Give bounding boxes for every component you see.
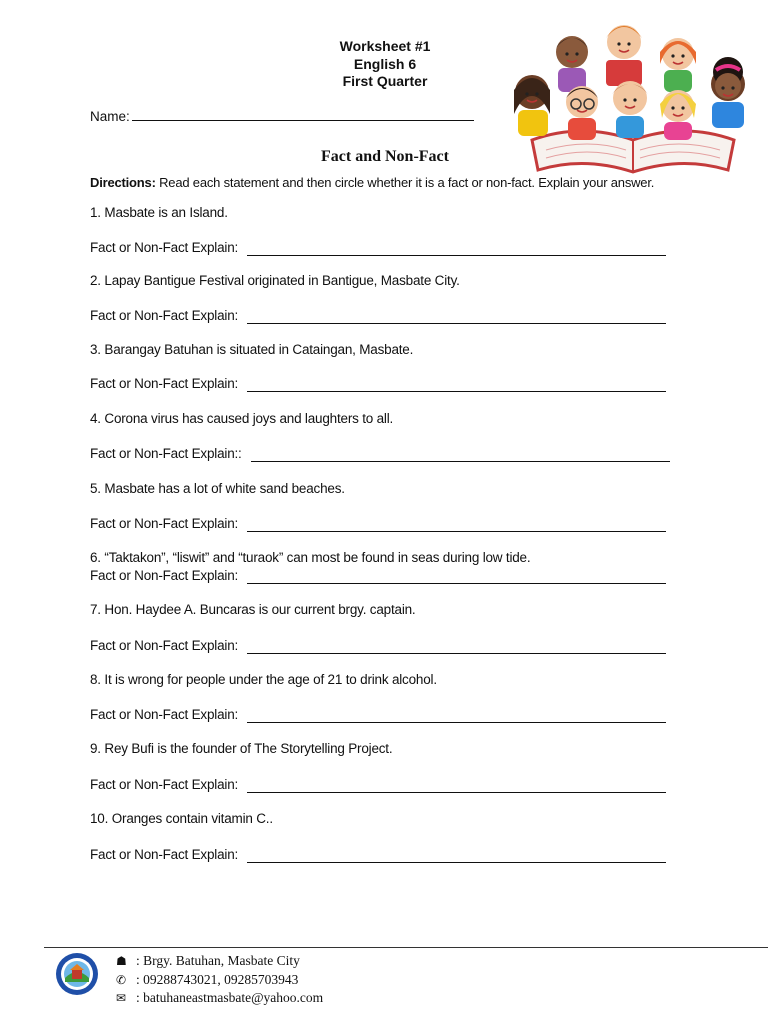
- answer-row-8[interactable]: [90, 707, 238, 722]
- answer-row-7[interactable]: [90, 638, 238, 653]
- directions: [90, 175, 654, 190]
- answer-prompt: Fact or Non-Fact Explain:: [90, 777, 239, 792]
- answer-row-4[interactable]: [90, 446, 242, 461]
- explain-blank-line[interactable]: [247, 653, 666, 654]
- answer-row-6[interactable]: [90, 568, 238, 583]
- answer-prompt: Fact or Non-Fact Explain:: [90, 707, 239, 722]
- phone-row: [116, 971, 323, 990]
- mail-icon: ✉: [116, 991, 127, 1005]
- answer-row-2[interactable]: [90, 308, 238, 323]
- question-3: 3. Barangay Batuhan is situated in Cataingan, Masbate.: [90, 342, 414, 357]
- question-4: 4. Corona virus has caused joys and laughters to all.: [90, 411, 394, 426]
- answer-row-9[interactable]: [90, 777, 238, 792]
- answer-prompt: Fact or Non-Fact Explain:: [90, 638, 239, 653]
- school-seal-logo: [55, 952, 99, 996]
- answer-row-5[interactable]: [90, 516, 238, 531]
- worksheet-header: [300, 38, 470, 91]
- question-9: 9. Rey Bufi is the founder of The Storytelling Project.: [90, 741, 393, 756]
- answer-prompt: Fact or Non-Fact Explain:: [90, 308, 239, 323]
- explain-blank-line[interactable]: [247, 255, 666, 256]
- explain-blank-line[interactable]: [251, 461, 670, 462]
- explain-blank-line[interactable]: [247, 792, 666, 793]
- directions-text: Read each statement and then circle whether it is a fact or non-fact. Explain your answer.: [155, 175, 655, 190]
- worksheet-title: Fact and Non-Fact: [321, 148, 449, 165]
- phone-icon: ✆: [116, 972, 127, 987]
- answer-row-10[interactable]: [90, 847, 238, 862]
- explain-blank-line[interactable]: [247, 722, 666, 723]
- question-1: 1. Masbate is an Island.: [90, 205, 228, 220]
- question-2: 2. Lapay Bantigue Festival originated in Bantigue, Masbate City.: [90, 273, 460, 288]
- answer-row-1[interactable]: [90, 240, 238, 255]
- email-text[interactable]: : batuhaneastmasbate@yahoo.com: [136, 990, 324, 1005]
- worksheet-number: Worksheet #1: [339, 38, 431, 54]
- question-8: 8. It is wrong for people under the age of 21 to drink alcohol.: [90, 672, 437, 687]
- answer-prompt: Fact or Non-Fact Explain:: [90, 240, 239, 255]
- answer-row-3[interactable]: [90, 376, 238, 391]
- answer-prompt: Fact or Non-Fact Explain:: [90, 568, 239, 583]
- children-reading-illustration: [502, 10, 764, 178]
- name-field[interactable]: [90, 108, 474, 124]
- address-text: : Brgy. Batuhan, Masbate City: [136, 953, 300, 968]
- footer-divider: [44, 947, 768, 948]
- explain-blank-line[interactable]: [247, 531, 666, 532]
- explain-blank-line[interactable]: [247, 391, 666, 392]
- question-5: 5. Masbate has a lot of white sand beaches.: [90, 481, 345, 496]
- explain-blank-line[interactable]: [247, 583, 666, 584]
- subject: English 6: [353, 55, 417, 72]
- name-blank-line[interactable]: [132, 108, 474, 121]
- explain-blank-line[interactable]: [247, 862, 666, 863]
- answer-prompt: Fact or Non-Fact Explain:: [90, 516, 239, 531]
- directions-label: Directions:: [90, 175, 156, 190]
- contact-info: [116, 952, 323, 1008]
- explain-blank-line[interactable]: [247, 323, 666, 324]
- phone-text: : 09288743021, 09285703943: [136, 971, 299, 987]
- answer-prompt: Fact or Non-Fact Explain:: [90, 847, 239, 862]
- question-7: 7. Hon. Haydee A. Buncaras is our current brgy. captain.: [90, 602, 416, 617]
- email-row[interactable]: [116, 989, 323, 1008]
- quarter: First Quarter: [342, 73, 428, 89]
- answer-prompt: Fact or Non-Fact Explain::: [90, 446, 242, 461]
- address-row: [116, 952, 323, 971]
- question-10: 10. Oranges contain vitamin C..: [90, 811, 273, 826]
- name-label: Name:: [90, 109, 130, 124]
- answer-prompt: Fact or Non-Fact Explain:: [90, 376, 239, 391]
- building-icon: ☗: [116, 954, 127, 968]
- question-6: 6. “Taktakon”, “liswit” and “turaok” can most be found in seas during low tide.: [90, 550, 531, 565]
